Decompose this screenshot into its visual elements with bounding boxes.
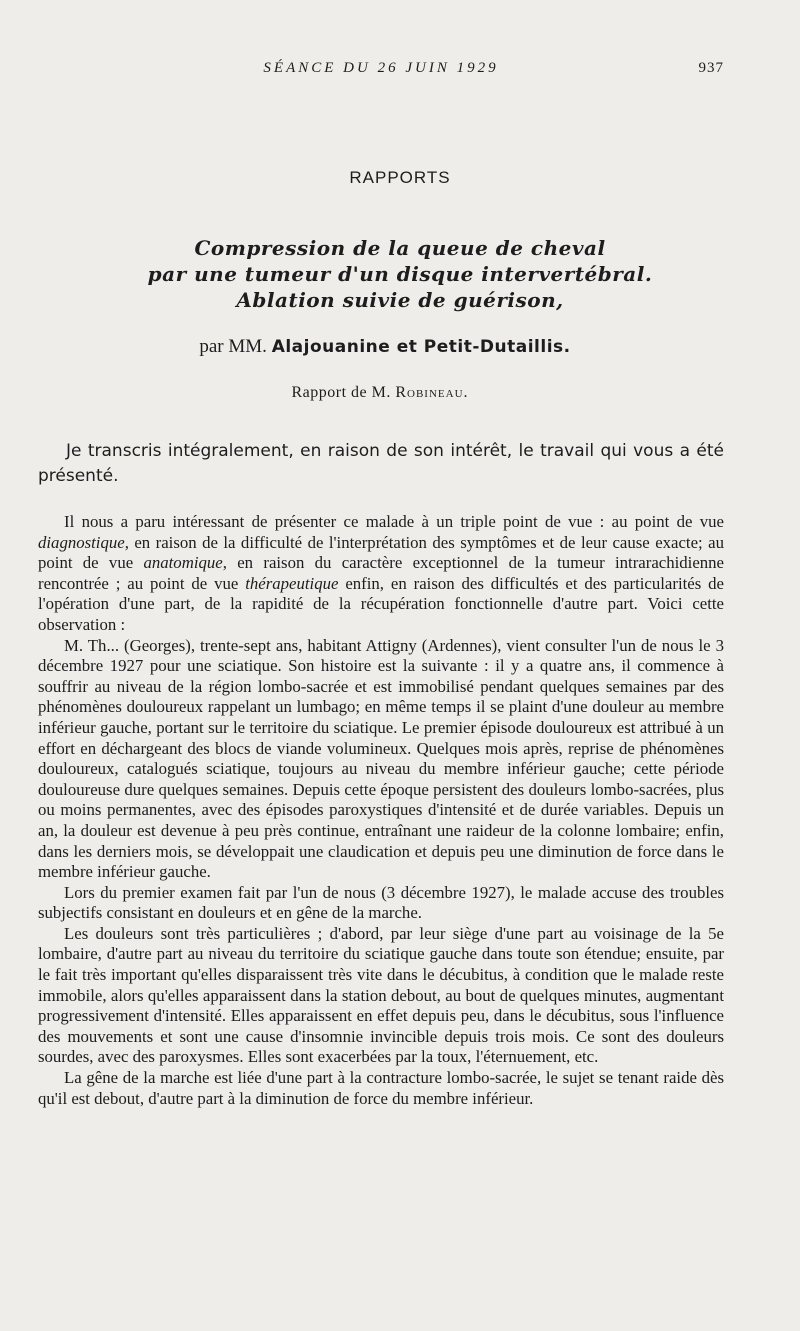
authors-line [0,336,770,358]
article-title [60,235,740,313]
running-header [38,60,724,82]
paragraph-2: M. Th... (Georges), trente-sept ans, habitant Attigny (Ardennes), vient consulter l'un de nous le 3 décembre 1927 pour une sciatique. Son histoire est la suivante : il y a quatre ans, il commence à souffrir au niveau de la région lombo-sacrée et est immobilisé pendant quelques semaines par des phénomènes douloureux rappelant un lumbago; en même temps il se plaint d'une douleur au membre inférieur gauche, portant sur le territoire du sciatique. Le premier épisode douloureux est attribué à un effort en déchargeant des blocs de viande volumineux. Quelques mois après, reprise de phénomènes douloureux, catalogués sciatique, toujours au niveau du membre inférieur gauche; cette période douloureuse dure quelques semaines. Depuis cette époque persistent des douleurs lombo-sacrées, plus ou moins permanentes, avec des épisodes paroxystiques d'intensité et de durée variables. Depuis un an, la douleur est devenue à peu près continue, entraînant une raideur de la colonne lombaire; enfin, dans les derniers mois, se développait une claudication et depuis peu une diminution de force dans le membre inférieur gauche. [38,635,724,882]
intro-paragraph: Je transcris intégralement, en raison de son intérêt, le travail qui vous a été présenté. [38,441,724,486]
paragraph-3: Lors du premier examen fait par l'un de nous (3 décembre 1927), le malade accuse des troubles subjectifs consistant en douleurs et en gêne de la marche. [38,882,724,923]
paragraph-1-emphasis-a: diagnostique [38,532,125,552]
paragraph-1-emphasis-b: anatomique [143,553,223,573]
page-number: 937 [698,60,724,76]
title-line-2: par une tumeur d'un disque intervertébral. [147,262,653,286]
paragraph-1-text-b: , en raison de la difficulté de l'interprétation des symptômes et de leur cause exacte; au point de vue [38,532,724,573]
title-line-1: Compression de la queue de cheval [194,236,606,260]
paragraph-5: La gêne de la marche est liée d'une part à la contracture lombo-sacrée, le sujet se tenant raide dès qu'il est debout, d'autre part à la diminution de force du membre inférieur. [38,1068,724,1108]
rapport-prefix: Rapport de M. [291,384,391,401]
section-heading: RAPPORTS [349,168,451,187]
rapporteur-name: Robineau. [395,384,469,401]
running-title: SÉANCE DU 26 JUIN 1929 [263,60,499,76]
paragraph-1-text-d: enfin, en raison des difficultés et des particularités de l'opération d'une part, de la rapidité de la récupération fonctionnelle d'autre part. Voici cette observation : [38,573,724,634]
paragraph-4: Les douleurs sont très particulières ; d'abord, par leur siège d'une part au voisinage de la 5e lombaire, d'autre part au niveau du territoire du sciatique gauche dans toute son étendue; ensuite, par le fait très important qu'elles disparaissent très vite dans le décubitus, à condition que le malade reste immobile, alors qu'elles apparaissent dans la station debout, au bout de quelques minutes, augmentant progressivement d'intensité. Elles apparaissent en effet depuis peu, dans le décubitus, sous l'influence des mouvements et sont une cause d'insomnie invincible depuis trois mois. Ce sont des douleurs sourdes, avec des paroxysmes. Elles sont exacerbées par la toux, l'éternuement, etc. [38,923,724,1067]
body-text [38,512,724,1109]
rapport-line [0,384,760,402]
paragraph-1 [38,512,724,636]
authors-prefix: par MM. [199,336,267,357]
paragraph-1-text-c: , en raison du caractère exceptionnel de la tumeur intrarachidienne rencontrée ; au point de vue [38,553,724,593]
title-line-3: Ablation suivie de guérison, [236,288,564,312]
paragraph-1-text-a: Il nous a paru intéressant de présenter ce malade à un triple point de vue : au point de vue [64,512,724,531]
paragraph-1-emphasis-c: thérapeutique [245,573,339,593]
author-names: Alajouanine et Petit-Dutaillis. [271,337,571,357]
